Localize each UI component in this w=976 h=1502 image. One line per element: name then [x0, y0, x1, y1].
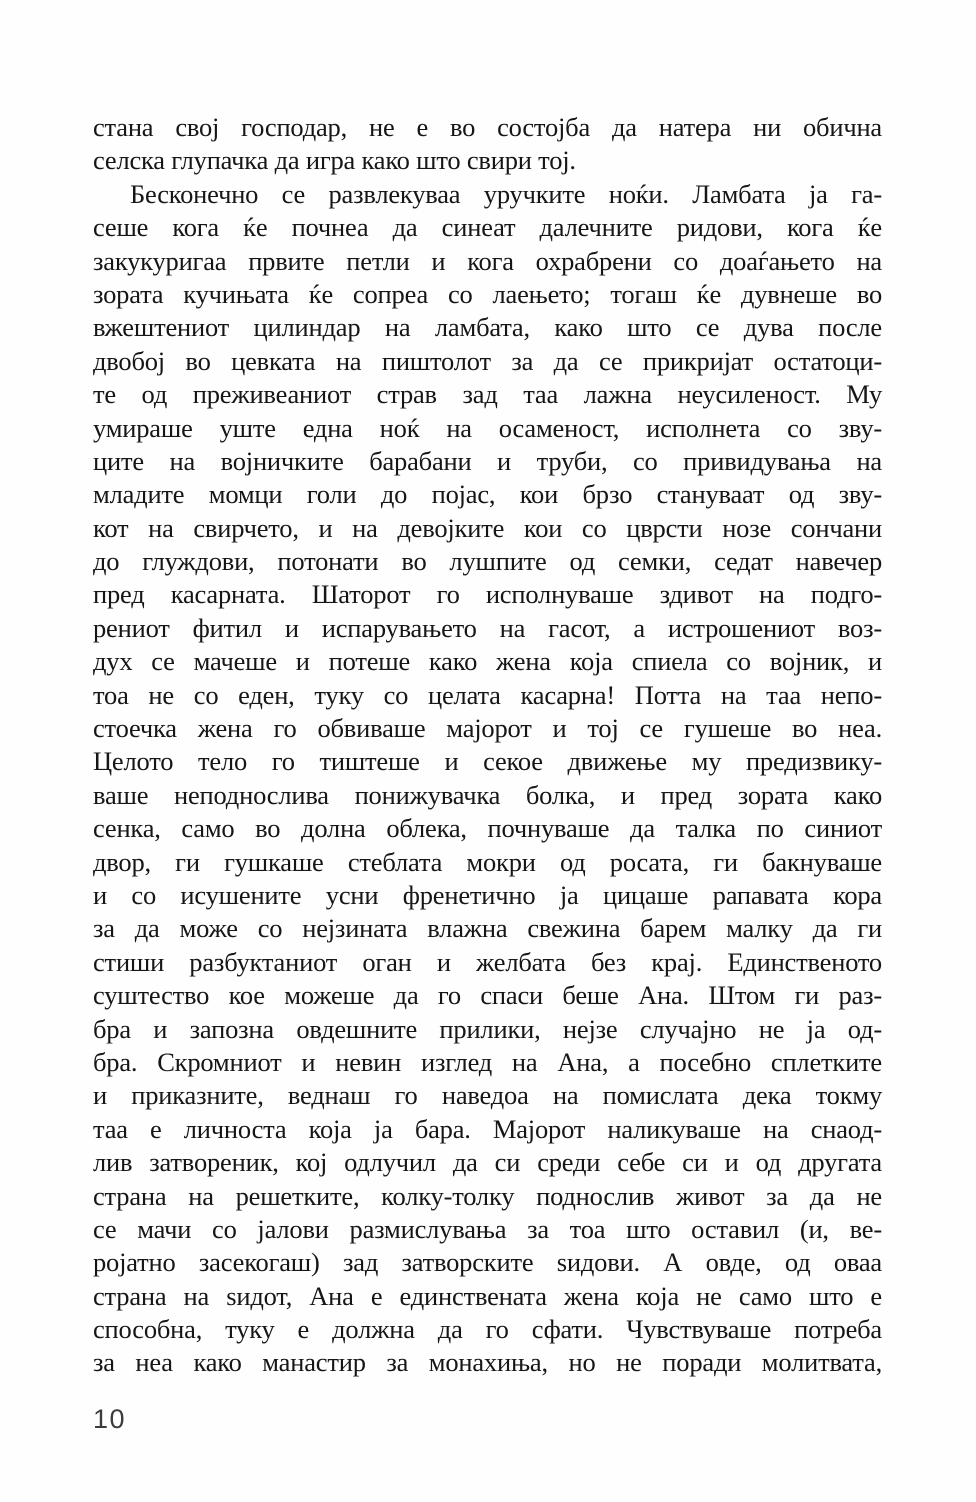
text-line: двор, ги гушкаше стеблата мокри од росата, ги бакнуваше	[93, 846, 882, 877]
text-line: рениот фитил и испарувањето на гасот, а истрошениот воз-	[93, 612, 882, 643]
text-line: селска глупачка да игра како што свири тој.	[93, 145, 576, 176]
text-line: Целото тело го тиштеше и секое движење му предизвику-	[93, 746, 882, 777]
text-line: страна на решетките, колку-толку поднослив живот за да не	[93, 1180, 882, 1211]
text-line: и со исушените усни френетично ја цицаше рапавата кора	[93, 879, 882, 910]
text-line: ваше неподнослива понижувачка болка, и пред зората како	[93, 779, 882, 810]
text-line: суштество кое можеше да го спаси беше Ана. Штом ги раз-	[93, 980, 882, 1011]
text-line: сенка, само во долна облека, почнуваше да талка по синиот	[93, 813, 882, 844]
text-line: младите момци голи до појас, кои брзо стануваат од зву-	[93, 479, 882, 510]
text-line: бра и запозна овдешните прилики, нејзе случајно не ја од-	[93, 1013, 882, 1044]
body-text	[93, 111, 882, 1380]
text-line: те од преживеаниот страв зад таа лажна неусиленост. Му	[93, 379, 882, 410]
text-line: таа е личноста која ја бара. Мајорот наликуваше на снаод-	[93, 1113, 882, 1144]
text-line: страна на ѕидот, Ана е единствената жена која не само што е	[93, 1280, 882, 1311]
page-number: 10	[93, 1404, 127, 1434]
text-line: ројатно засекогаш) зад затворските ѕидови. А овде, од оваа	[93, 1247, 882, 1278]
text-line: стоечка жена го обвиваше мајорот и тој се гушеше во неа.	[93, 713, 882, 744]
text-line: Бесконечно се развлекуваа уручките ноќи. Ламбата ја га-	[130, 178, 882, 209]
text-line: кот на свирчето, и на девојките кои со цврсти нозе сончани	[93, 512, 882, 543]
text-line: способна, туку е должна да го сфати. Чувствуваше потреба	[93, 1314, 882, 1345]
text-line: се мачи со јалови размислувања за тоа што оставил (и, ве-	[93, 1213, 882, 1244]
text-line: стиши разбуктаниот оган и желбата без крај. Единственото	[93, 946, 882, 977]
text-line: сеше кога ќе почнеа да синеат далечните ридови, кога ќе	[93, 212, 882, 243]
text-line: стана свој господар, не е во состојба да натера ни обична	[93, 112, 882, 142]
text-line: пред касарната. Шаторот го исполнуваше здивот на подго-	[93, 579, 882, 610]
text-line: и приказните, веднаш го наведоа на помислата дека токму	[93, 1080, 882, 1111]
text-line: умираше уште една ноќ на осаменост, исполнета со зву-	[93, 412, 882, 443]
text-line: зората кучињата ќе сопреа со лаењето; тогаш ќе дувнеше во	[93, 278, 882, 309]
text-line: закукуригаа првите петли и кога охрабрени со доаѓањето на	[93, 245, 882, 276]
text-line: двобој во цевката на пиштолот за да се прикријат остатоци-	[93, 345, 882, 376]
text-line: вжештениот цилиндар на ламбата, како што се дува после	[93, 312, 882, 343]
text-line: за да може со нејзината влажна свежина барем малку да ги	[93, 913, 882, 944]
text-line: за неа како манастир за монахиња, но не поради молитвата,	[93, 1347, 882, 1378]
text-line: лив затвореник, кој одлучил да си среди себе си и од другата	[93, 1147, 882, 1178]
text-line: до глуждови, потонати во лушпите од семки, седат навечер	[93, 546, 882, 577]
text-line: дух се мачеше и потеше како жена која спиела со војник, и	[93, 646, 882, 677]
text-line: ците на војничките барабани и труби, со привидувања на	[93, 445, 882, 476]
text-line: бра. Скромниот и невин изглед на Ана, а посебно сплетките	[93, 1046, 882, 1077]
text-line: тоа не со еден, туку со целата касарна! Потта на таа непо-	[93, 679, 882, 710]
